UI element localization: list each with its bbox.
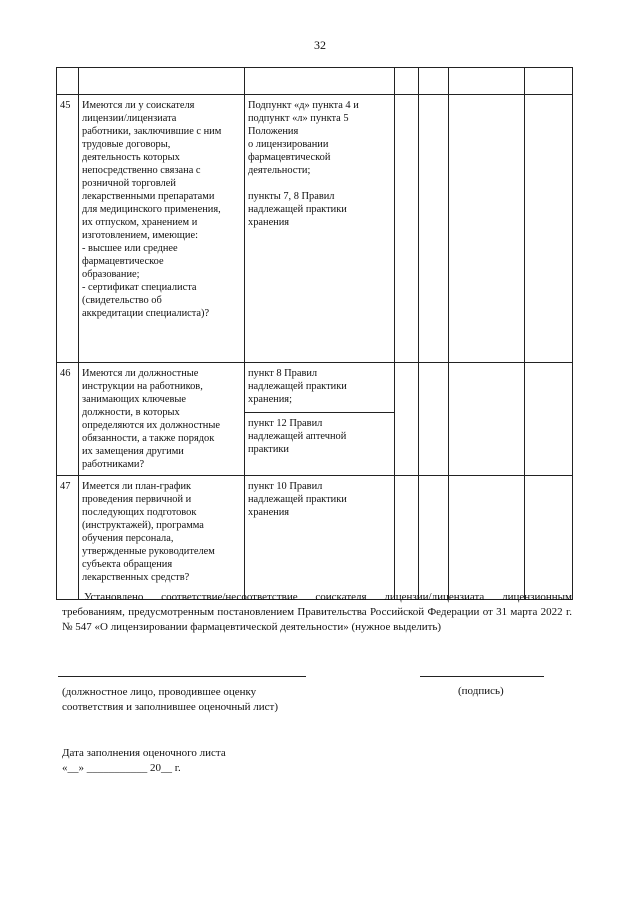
not-applicable-cell[interactable] (449, 363, 525, 476)
question-line: Имеются ли у соискателя (82, 100, 195, 111)
reference-cell (245, 476, 395, 600)
date-label: Дата заполнения оценочного листа (62, 747, 226, 759)
question-line: обязанности, а также порядок (82, 433, 215, 444)
question-line: изготовлением, имеющие: (82, 230, 198, 241)
note-cell[interactable] (525, 363, 573, 476)
question-line: фармацевтическое (82, 256, 164, 267)
question-line: деятельность которых (82, 152, 180, 163)
question-line: трудовые договоры, (82, 139, 171, 150)
reference-line: деятельности; (248, 165, 311, 176)
page-number: 32 (314, 38, 326, 52)
note-cell[interactable] (525, 476, 573, 600)
question-line: определяются их должностные (82, 420, 220, 431)
answer-no-cell[interactable] (419, 363, 449, 476)
signature-caption: (подпись) (458, 685, 504, 697)
question-cell (79, 476, 245, 600)
question-line: последующих подготовок (82, 507, 197, 518)
reference-line: хранения (248, 507, 290, 518)
question-line: инструкции на работников, (82, 381, 203, 392)
question-line: Имеются ли должностные (82, 368, 199, 379)
reference-line: хранения (248, 217, 290, 228)
question-line: Имеется ли план-график (82, 481, 192, 492)
table-row (57, 476, 573, 600)
official-caption (62, 685, 278, 715)
question-line: их замещения другими (82, 446, 184, 457)
question-line: лицензии/лицензиата (82, 113, 177, 124)
reference-line: пункты 7, 8 Правил (248, 191, 335, 202)
reference-line: хранения; (248, 394, 292, 405)
reference-line: о лицензировании (248, 139, 329, 150)
header-cell (245, 68, 395, 95)
not-applicable-cell[interactable] (449, 95, 525, 363)
table-row (57, 363, 573, 413)
reference-cell (245, 95, 395, 363)
reference-line: надлежащей практики (248, 204, 347, 215)
official-caption-line: соответствия и заполнившее оценочный лист) (62, 700, 279, 713)
reference-cell (245, 413, 395, 476)
question-line: их отпуском, хранением и (82, 217, 198, 228)
reference-line: надлежащей практики (248, 494, 347, 505)
row-number: 47 (57, 476, 79, 600)
row-number: 45 (57, 95, 79, 363)
question-line: лекарственными препаратами (82, 191, 215, 202)
note-cell[interactable] (525, 95, 573, 363)
reference-line: практики (248, 444, 289, 456)
header-cell (395, 68, 419, 95)
question-line: должности, в которых (82, 407, 180, 418)
answer-no-cell[interactable] (419, 476, 449, 600)
question-line: проведения первичной и (82, 494, 192, 505)
reference-line: фармацевтической (248, 152, 331, 163)
question-line: лекарственных средств? (82, 572, 190, 583)
row-number: 46 (57, 363, 79, 476)
established-text: Установлено соответствие/несоответствие соискателя лицензии/лицензиата лицензионным требованиям, предусмотренным постановлением Правительства Российской Федерации от 31 марта 2022 г. № 547 «О лицензировании фармацевтической деятельности» (нужное выделить) (62, 591, 572, 633)
table-row (57, 95, 573, 363)
answer-yes-cell[interactable] (395, 363, 419, 476)
question-cell (79, 363, 245, 476)
official-signature-line[interactable] (58, 676, 306, 677)
official-caption-line: (должностное лицо, проводившее оценку (62, 686, 257, 698)
question-line: аккредитации специалиста)? (82, 308, 210, 319)
header-cell (419, 68, 449, 95)
reference-line: надлежащей аптечной (248, 431, 347, 443)
reference-line: пункт 12 Правил (248, 418, 323, 430)
question-line: обучения персонала, (82, 533, 174, 544)
question-line: утвержденные руководителем (82, 546, 215, 557)
question-line: - сертификат специалиста (82, 282, 197, 293)
table-header-row (57, 68, 573, 95)
header-cell (57, 68, 79, 95)
question-line: занимающих ключевые (82, 394, 187, 405)
table-body (57, 68, 573, 600)
signature-line[interactable] (420, 676, 544, 677)
answer-yes-cell[interactable] (395, 476, 419, 600)
reference-cell (245, 363, 395, 413)
question-line: субъекта обращения (82, 559, 173, 570)
reference-line: пункт 10 Правил (248, 481, 323, 492)
question-line: образование; (82, 269, 140, 280)
reference-line (248, 177, 391, 190)
reference-line: Подпункт «д» пункта 4 и (248, 100, 359, 111)
question-cell (79, 95, 245, 363)
not-applicable-cell[interactable] (449, 476, 525, 600)
question-line: (свидетельство об (82, 295, 162, 306)
date-block (62, 746, 226, 776)
checklist-table (56, 67, 573, 600)
header-cell (525, 68, 573, 95)
question-line: работники, заключившие с ним (82, 126, 222, 137)
question-line: работниками? (82, 459, 145, 470)
header-cell (79, 68, 245, 95)
answer-yes-cell[interactable] (395, 95, 419, 363)
question-line: непосредственно связана с (82, 165, 201, 176)
reference-line: Положения (248, 126, 299, 137)
answer-no-cell[interactable] (419, 95, 449, 363)
header-cell (449, 68, 525, 95)
date-field[interactable]: «__» ___________ 20__ г. (62, 761, 181, 774)
reference-line: подпункт «л» пункта 5 (248, 113, 349, 124)
established-paragraph (62, 590, 572, 635)
question-line: (инструктажей), программа (82, 520, 204, 531)
reference-line: надлежащей практики (248, 381, 347, 392)
question-line: - высшее или среднее (82, 243, 178, 254)
question-line: розничной торговлей (82, 178, 176, 189)
question-line: для медицинского применения, (82, 204, 221, 215)
reference-line: пункт 8 Правил (248, 368, 318, 379)
